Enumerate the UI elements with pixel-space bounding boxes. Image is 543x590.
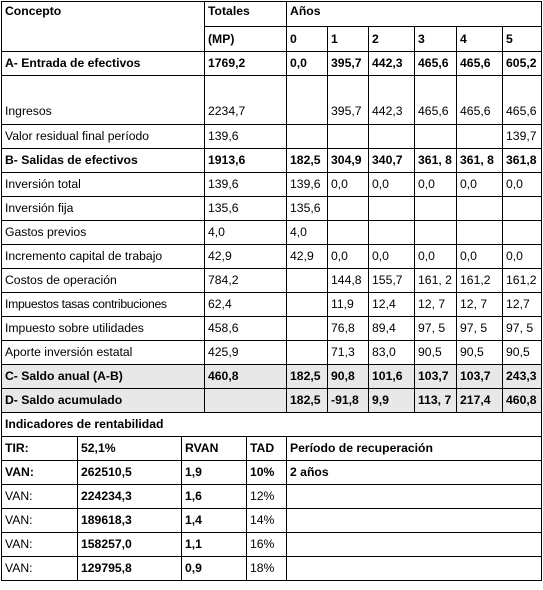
total-cell: 425,9	[205, 341, 287, 365]
table-row	[2, 245, 542, 269]
table-row	[2, 125, 542, 149]
rvan-value: 0,9	[182, 557, 247, 581]
year-cell: 605,2	[503, 52, 542, 76]
total-cell: 460,8	[205, 365, 287, 389]
van-label: VAN:	[2, 509, 78, 533]
van-row	[2, 485, 542, 509]
year-cell: 0,0	[328, 173, 369, 197]
year-header: 4	[457, 27, 503, 52]
total-cell: 135,6	[205, 197, 287, 221]
row-label: C- Saldo anual (A-B)	[2, 365, 205, 389]
table-row	[2, 293, 542, 317]
year-cell	[457, 197, 503, 221]
van-row	[2, 509, 542, 533]
header-totales-unit: (MP)	[205, 27, 287, 52]
total-cell: 1769,2	[205, 52, 287, 76]
year-cell: 0,0	[503, 173, 542, 197]
total-cell: 458,6	[205, 317, 287, 341]
rvan-value: 1,6	[182, 485, 247, 509]
year-cell	[287, 341, 328, 365]
year-cell	[287, 76, 328, 125]
year-cell: -91,8	[328, 389, 369, 413]
year-cell: 465,6	[457, 76, 503, 125]
row-label: Impuesto sobre utilidades	[2, 317, 205, 341]
tir-value: 52,1%	[78, 437, 182, 461]
header-concepto: Concepto	[2, 2, 205, 52]
year-cell: 161,2	[457, 269, 503, 293]
year-cell: 361, 8	[415, 149, 457, 173]
total-cell: 139,6	[205, 125, 287, 149]
van-value: 129795,8	[78, 557, 182, 581]
year-cell: 11,9	[328, 293, 369, 317]
table-row	[2, 317, 542, 341]
year-cell: 4,0	[287, 221, 328, 245]
tad-value: 14%	[247, 509, 287, 533]
year-cell: 361,8	[503, 149, 542, 173]
tad-value: 16%	[247, 533, 287, 557]
empty-cell	[287, 509, 542, 533]
total-cell: 1913,6	[205, 149, 287, 173]
total-cell: 62,4	[205, 293, 287, 317]
year-cell: 442,3	[369, 76, 415, 125]
year-cell: 90,5	[457, 341, 503, 365]
tad-value: 10%	[247, 461, 287, 485]
total-cell: 42,9	[205, 245, 287, 269]
row-label: Costos de operación	[2, 269, 205, 293]
year-cell	[328, 125, 369, 149]
year-cell	[287, 317, 328, 341]
year-cell: 97, 5	[503, 317, 542, 341]
year-cell: 460,8	[503, 389, 542, 413]
van-value: 262510,5	[78, 461, 182, 485]
row-label: B- Salidas de efectivos	[2, 149, 205, 173]
year-cell	[369, 125, 415, 149]
year-cell	[369, 197, 415, 221]
row-label: Ingresos	[2, 76, 205, 125]
rvan-value: 1,1	[182, 533, 247, 557]
row-label: Inversión fija	[2, 197, 205, 221]
year-cell: 304,9	[328, 149, 369, 173]
year-header: 5	[503, 27, 542, 52]
van-value: 158257,0	[78, 533, 182, 557]
van-value: 224234,3	[78, 485, 182, 509]
year-cell: 465,6	[503, 76, 542, 125]
year-cell: 465,6	[415, 52, 457, 76]
year-cell: 83,0	[369, 341, 415, 365]
year-cell: 182,5	[287, 389, 328, 413]
year-cell	[287, 125, 328, 149]
year-cell: 0,0	[503, 245, 542, 269]
row-label: Valor residual final período	[2, 125, 205, 149]
year-cell: 155,7	[369, 269, 415, 293]
table-row	[2, 341, 542, 365]
year-header: 2	[369, 27, 415, 52]
year-cell: 0,0	[415, 245, 457, 269]
tad-header: TAD	[247, 437, 287, 461]
year-cell: 97, 5	[457, 317, 503, 341]
van-label: VAN:	[2, 461, 78, 485]
table-row	[2, 173, 542, 197]
van-label: VAN:	[2, 485, 78, 509]
row-label: Inversión total	[2, 173, 205, 197]
year-cell: 97, 5	[415, 317, 457, 341]
van-label: VAN:	[2, 557, 78, 581]
row-label: D- Saldo acumulado	[2, 389, 205, 413]
year-cell: 101,6	[369, 365, 415, 389]
year-cell: 113, 7	[415, 389, 457, 413]
total-cell: 2234,7	[205, 76, 287, 125]
year-cell	[415, 125, 457, 149]
year-cell: 361, 8	[457, 149, 503, 173]
indicators-title-row	[2, 413, 542, 437]
rvan-value: 1,4	[182, 509, 247, 533]
total-cell: 784,2	[205, 269, 287, 293]
year-cell: 12, 7	[415, 293, 457, 317]
total-cell: 4,0	[205, 221, 287, 245]
year-cell: 0,0	[457, 245, 503, 269]
row-label: Impuestos tasas contribuciones	[2, 293, 205, 317]
year-cell: 12, 7	[457, 293, 503, 317]
year-cell: 442,3	[369, 52, 415, 76]
year-cell: 139,7	[503, 125, 542, 149]
year-cell: 395,7	[328, 52, 369, 76]
van-row	[2, 557, 542, 581]
total-cell: 139,6	[205, 173, 287, 197]
header-anos: Años	[287, 2, 542, 27]
year-cell: 144,8	[328, 269, 369, 293]
year-cell: 217,4	[457, 389, 503, 413]
van-label: VAN:	[2, 533, 78, 557]
year-cell	[328, 221, 369, 245]
tir-label: TIR:	[2, 437, 78, 461]
year-cell: 90,5	[415, 341, 457, 365]
rvan-value: 1,9	[182, 461, 247, 485]
year-cell	[503, 221, 542, 245]
year-cell	[415, 221, 457, 245]
year-cell: 103,7	[457, 365, 503, 389]
year-cell: 89,4	[369, 317, 415, 341]
year-cell: 340,7	[369, 149, 415, 173]
year-cell: 182,5	[287, 365, 328, 389]
year-cell: 90,8	[328, 365, 369, 389]
year-cell: 395,7	[328, 76, 369, 125]
year-cell: 465,6	[457, 52, 503, 76]
year-cell	[503, 197, 542, 221]
year-cell: 0,0	[328, 245, 369, 269]
year-cell: 182,5	[287, 149, 328, 173]
year-cell	[369, 221, 415, 245]
year-cell: 76,8	[328, 317, 369, 341]
table-row	[2, 52, 542, 76]
van-value: 189618,3	[78, 509, 182, 533]
year-cell: 12,7	[503, 293, 542, 317]
tad-value: 18%	[247, 557, 287, 581]
empty-cell	[287, 485, 542, 509]
year-cell: 0,0	[369, 173, 415, 197]
periodo-header: Período de recuperación	[287, 437, 542, 461]
tad-value: 12%	[247, 485, 287, 509]
year-cell	[415, 197, 457, 221]
year-cell: 90,5	[503, 341, 542, 365]
year-header: 0	[287, 27, 328, 52]
table-row	[2, 269, 542, 293]
van-row	[2, 533, 542, 557]
year-cell: 0,0	[415, 173, 457, 197]
header-totales: Totales	[205, 2, 287, 27]
table-row	[2, 197, 542, 221]
table-row	[2, 365, 542, 389]
year-cell	[457, 125, 503, 149]
van-row	[2, 461, 542, 485]
empty-cell	[287, 557, 542, 581]
year-cell: 465,6	[415, 76, 457, 125]
year-cell: 42,9	[287, 245, 328, 269]
cash-flow-table	[1, 1, 542, 581]
indicators-title: Indicadores de rentabilidad	[2, 413, 542, 437]
row-label: Incremento capital de trabajo	[2, 245, 205, 269]
year-cell: 0,0	[457, 173, 503, 197]
year-cell: 12,4	[369, 293, 415, 317]
row-label: A- Entrada de efectivos	[2, 52, 205, 76]
year-cell: 161, 2	[415, 269, 457, 293]
table-row	[2, 76, 542, 125]
year-cell: 243,3	[503, 365, 542, 389]
year-cell	[287, 269, 328, 293]
table-row	[2, 389, 542, 413]
year-cell: 0,0	[369, 245, 415, 269]
year-header: 1	[328, 27, 369, 52]
year-cell: 161,2	[503, 269, 542, 293]
empty-cell	[287, 533, 542, 557]
row-label: Gastos previos	[2, 221, 205, 245]
periodo-value: 2 años	[287, 461, 542, 485]
total-cell	[205, 389, 287, 413]
year-cell	[328, 197, 369, 221]
year-cell: 135,6	[287, 197, 328, 221]
year-cell: 139,6	[287, 173, 328, 197]
year-cell: 0,0	[287, 52, 328, 76]
year-cell: 9,9	[369, 389, 415, 413]
rvan-header: RVAN	[182, 437, 247, 461]
table-row	[2, 149, 542, 173]
year-cell	[287, 293, 328, 317]
row-label: Aporte inversión estatal	[2, 341, 205, 365]
table-row	[2, 221, 542, 245]
tir-row	[2, 437, 542, 461]
year-cell	[457, 221, 503, 245]
year-header: 3	[415, 27, 457, 52]
year-cell: 103,7	[415, 365, 457, 389]
year-cell: 71,3	[328, 341, 369, 365]
